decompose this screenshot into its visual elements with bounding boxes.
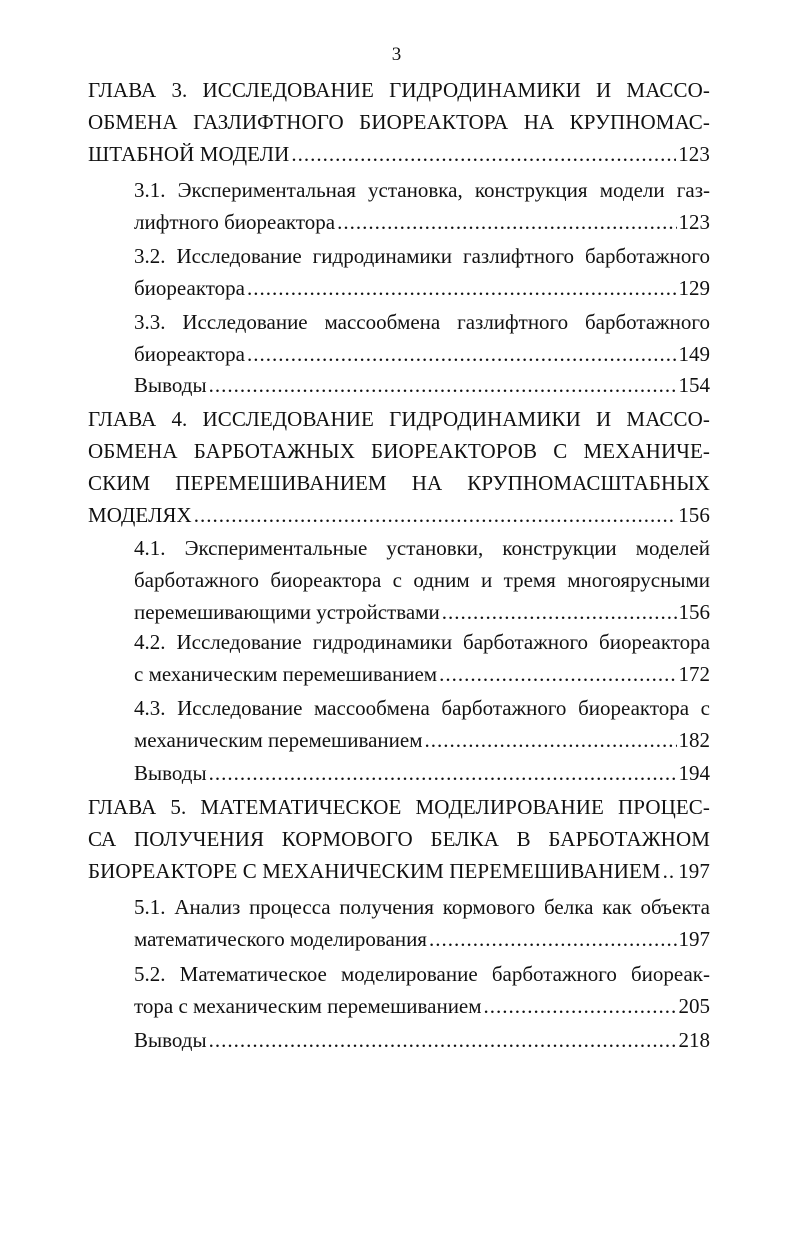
dot-leader: [247, 338, 677, 370]
toc-entry-last-line: [88, 855, 710, 887]
toc-entry-last-line: [134, 369, 710, 401]
toc-entry-last-line: [134, 658, 710, 690]
toc-section-5-1: [134, 891, 710, 955]
toc-entry-title-end: Выводы: [134, 1028, 207, 1052]
toc-entry-last-line: [134, 724, 710, 756]
dot-leader: [442, 596, 677, 628]
toc-entry-last-line: [88, 499, 710, 531]
toc-chapter-3: [88, 74, 710, 170]
toc-entry-title-end: Выводы: [134, 761, 207, 785]
toc-entry-line: 5.2. Математическое моделирование барботажного биореак-: [134, 962, 710, 986]
toc-entry-last-line: [134, 1024, 710, 1056]
toc-section-3-1: [134, 174, 710, 238]
toc-page-ref: 156: [678, 600, 710, 624]
toc-entry-line: СКИМ ПЕРЕМЕШИВАНИЕМ НА КРУПНОМАСШТАБНЫХ: [88, 471, 710, 495]
toc-entry-title-end: математического моделирования: [134, 927, 427, 951]
toc-section-4-2: [134, 626, 710, 690]
toc-entry-title-end: с механическим перемешиванием: [134, 662, 438, 686]
toc-entry-last-line: [88, 138, 710, 170]
toc-chapter-4: [88, 403, 710, 531]
toc-entry-line: 4.1. Экспериментальные установки, конструкции моделей: [134, 536, 710, 560]
toc-entry-title-end: биореактора: [134, 276, 245, 300]
toc-entry-last-line: [134, 990, 710, 1022]
toc-section-5-2: [134, 958, 710, 1022]
toc-entry-title-end: перемешивающими устройствами: [134, 600, 440, 624]
toc-entry-line: ГЛАВА 3. ИССЛЕДОВАНИЕ ГИДРОДИНАМИКИ И МАССО-: [88, 78, 710, 102]
page-number: 3: [391, 44, 402, 65]
dot-leader: [209, 1024, 677, 1056]
dot-leader: [291, 138, 676, 170]
toc-entry-line: ОБМЕНА БАРБОТАЖНЫХ БИОРЕАКТОРОВ С МЕХАНИЧЕ-: [88, 439, 710, 463]
toc-entry-title-end: лифтного биореактора: [134, 210, 336, 234]
toc-entry-line: ОБМЕНА ГАЗЛИФТНОГО БИОРЕАКТОРА НА КРУПНОМАС-: [88, 110, 710, 134]
toc-entry-title-end: механическим перемешиванием: [134, 728, 423, 752]
toc-entry-title-end: МОДЕЛЯХ: [88, 503, 192, 527]
toc-entry-title-end: ШТАБНОЙ МОДЕЛИ: [88, 142, 290, 166]
toc-page-ref: 218: [678, 1028, 710, 1052]
toc-page-ref: 194: [678, 761, 710, 785]
toc-section-3-3: [134, 306, 710, 370]
dot-leader: [247, 272, 677, 304]
dot-leader: [484, 990, 677, 1022]
toc-entry-line: ГЛАВА 5. МАТЕМАТИЧЕСКОЕ МОДЕЛИРОВАНИЕ ПРОЦЕС-: [88, 795, 710, 819]
toc-page-ref: 172: [678, 662, 710, 686]
toc-entry-last-line: [134, 757, 710, 789]
toc-section-3-2: [134, 240, 710, 304]
dot-leader: [439, 658, 676, 690]
toc-entry-last-line: [134, 596, 710, 628]
toc-entry-line: 3.2. Исследование гидродинамики газлифтного барботажного: [134, 244, 710, 268]
toc-page-ref: 156: [678, 503, 710, 527]
toc-conclusions-5: [134, 1024, 710, 1056]
toc-page-ref: 154: [678, 373, 710, 397]
dot-leader: [209, 369, 677, 401]
toc-section-4-1: [134, 532, 710, 628]
toc-entry-line: барботажного биореактора с одним и тремя многоярусными: [134, 568, 710, 592]
dot-leader: [429, 923, 677, 955]
toc-entry-last-line: [134, 923, 710, 955]
toc-page-ref: 197: [678, 859, 710, 883]
dot-leader: [425, 724, 677, 756]
toc-entry-last-line: [134, 272, 710, 304]
toc-section-4-3: [134, 692, 710, 756]
toc-entry-title-end: биореактора: [134, 342, 245, 366]
toc-entry-line: 4.3. Исследование массообмена барботажного биореактора с: [134, 696, 710, 720]
dot-leader: [663, 855, 677, 887]
toc-entry-line: ГЛАВА 4. ИССЛЕДОВАНИЕ ГИДРОДИНАМИКИ И МАССО-: [88, 407, 710, 431]
toc-chapter-5: [88, 791, 710, 887]
toc-page-ref: 197: [678, 927, 710, 951]
toc-page-ref: 129: [678, 276, 710, 300]
toc-entry-title-end: тора с механическим перемешиванием: [134, 994, 482, 1018]
toc-page-ref: 205: [678, 994, 710, 1018]
toc-conclusions-4: [134, 757, 710, 789]
dot-leader: [337, 206, 676, 238]
toc-entry-line: 3.3. Исследование массообмена газлифтного барботажного: [134, 310, 710, 334]
toc-page-ref: 149: [678, 342, 710, 366]
toc-page-ref: 182: [678, 728, 710, 752]
dot-leader: [194, 499, 676, 531]
toc-entry-last-line: [134, 338, 710, 370]
toc-entry-line: СА ПОЛУЧЕНИЯ КОРМОВОГО БЕЛКА В БАРБОТАЖНОМ: [88, 827, 710, 851]
dot-leader: [209, 757, 677, 789]
toc-entry-title-end: Выводы: [134, 373, 207, 397]
toc-entry-line: 4.2. Исследование гидродинамики барботажного биореактора: [134, 630, 710, 654]
toc-entry-title-end: БИОРЕАКТОРЕ С МЕХАНИЧЕСКИМ ПЕРЕМЕШИВАНИЕМ: [88, 859, 661, 883]
toc-page-ref: 123: [678, 210, 710, 234]
toc-entry-last-line: [134, 206, 710, 238]
toc-entry-line: 5.1. Анализ процесса получения кормового белка как объекта: [134, 895, 710, 919]
toc-entry-line: 3.1. Экспериментальная установка, конструкция модели газ-: [134, 178, 710, 202]
toc-page-ref: 123: [678, 142, 710, 166]
toc-conclusions-3: [134, 369, 710, 401]
